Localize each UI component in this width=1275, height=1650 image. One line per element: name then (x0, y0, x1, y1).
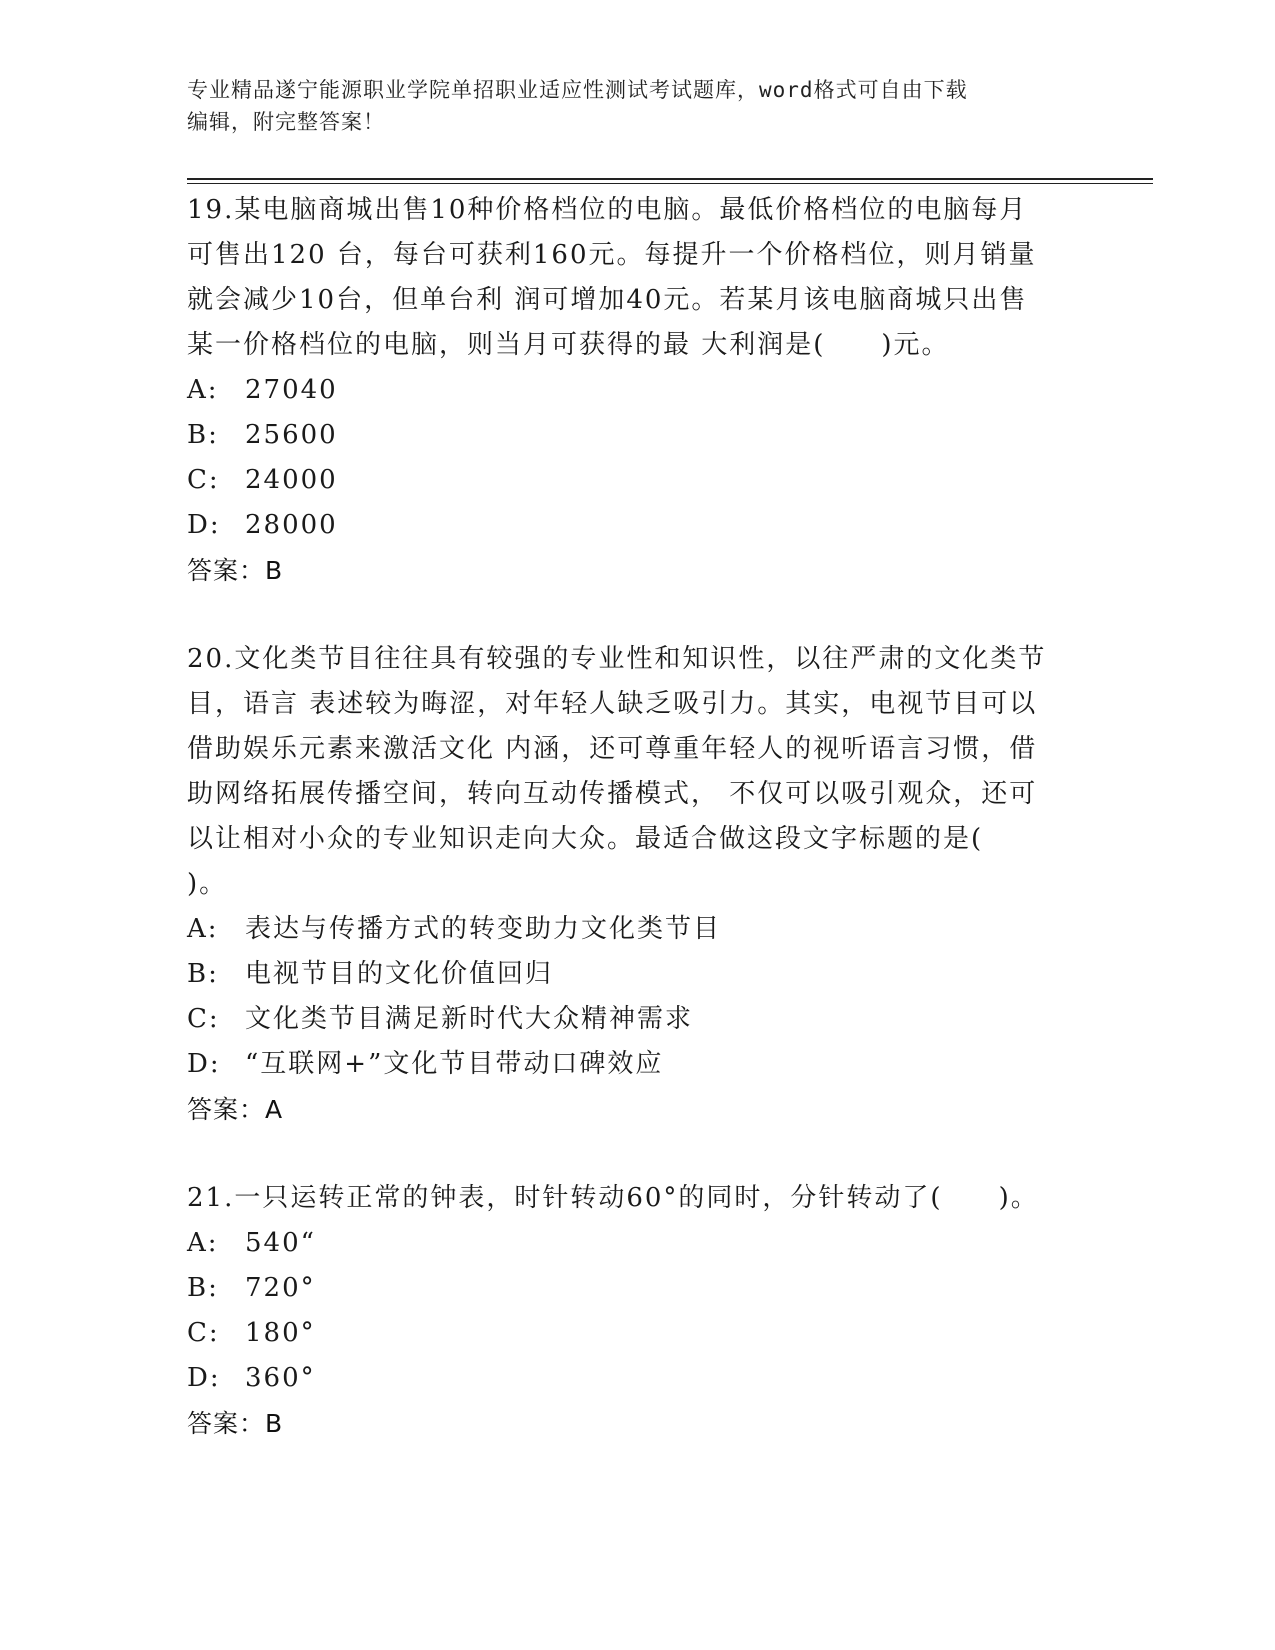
document-header (187, 74, 1067, 138)
header-line-2: 编辑，附完整答案！ (187, 110, 385, 134)
option-label: A: (187, 375, 219, 405)
option-b (187, 952, 1087, 997)
option-text: 24000 (245, 465, 338, 495)
option-b (187, 413, 1087, 458)
question-stem-line: 可售出120 台，每台可获利160元。每提升一个价格档位，则月销量 (187, 240, 1037, 270)
option-d (187, 503, 1087, 548)
option-label: A: (187, 914, 219, 944)
option-text: “互联网+”文化节目带动口碑效应 (245, 1049, 664, 1079)
question-stem-line: 助网络拓展传播空间，转向互动传播模式， 不仅可以吸引观众，还可 (187, 779, 1038, 809)
option-label: D: (187, 510, 221, 540)
option-c (187, 1311, 1087, 1356)
option-d (187, 1356, 1087, 1401)
answer-text: 答案：B (187, 1409, 284, 1438)
option-text: 720° (245, 1273, 316, 1303)
option-a (187, 907, 1087, 952)
option-text: 360° (245, 1363, 316, 1393)
question-stem-line: 就会减少10台，但单台利 润可增加40元。若某月该电脑商城只出售 (187, 285, 1028, 315)
option-text: 28000 (245, 510, 338, 540)
question-stem-line: 以让相对小众的专业知识走向大众。最适合做这段文字标题的是( (187, 824, 984, 854)
option-label: C: (187, 1318, 220, 1348)
option-label: C: (187, 465, 220, 495)
question-stem-line: 19.某电脑商城出售10种价格档位的电脑。最低价格档位的电脑每月 (187, 195, 1028, 225)
option-c (187, 997, 1087, 1042)
option-text: 27040 (245, 375, 338, 405)
question-stem-line: )。 (187, 869, 228, 899)
option-label: B: (187, 1273, 219, 1303)
question-stem-line: 目，语言 表述较为晦涩，对年轻人缺乏吸引力。其实，电视节目可以 (187, 689, 1038, 719)
option-text: 表达与传播方式的转变助力文化类节目 (245, 914, 722, 944)
option-c (187, 458, 1087, 503)
answer-text: 答案：B (187, 556, 284, 585)
option-d (187, 1042, 1087, 1087)
question-stem-line: 某一价格档位的电脑，则当月可获得的最 大利润是( )元。 (187, 330, 950, 360)
option-label: B: (187, 420, 219, 450)
option-label: B: (187, 959, 219, 989)
option-label: A: (187, 1228, 219, 1258)
answer-text: 答案：A (187, 1095, 284, 1124)
option-a (187, 368, 1087, 413)
option-label: D: (187, 1049, 221, 1079)
question-stem-line: 21.一只运转正常的钟表，时针转动60°的同时，分针转动了( )。 (187, 1183, 1039, 1213)
question-21 (187, 1176, 1087, 1447)
question-19 (187, 188, 1087, 594)
option-text: 540“ (245, 1228, 316, 1258)
option-label: C: (187, 1004, 220, 1034)
question-20 (187, 637, 1087, 1133)
header-divider-thin (187, 183, 1153, 184)
option-text: 180° (245, 1318, 316, 1348)
header-line-1: 专业精品遂宁能源职业学院单招职业适应性测试考试题库，word格式可自由下载 (187, 78, 968, 102)
header-divider-thick (187, 178, 1153, 180)
question-stem-line: 20.文化类节目往往具有较强的专业性和知识性，以往严肃的文化类节 (187, 644, 1047, 674)
question-stem-line: 借助娱乐元素来激活文化 内涵，还可尊重年轻人的视听语言习惯，借 (187, 734, 1038, 764)
option-text: 电视节目的文化价值回归 (245, 959, 554, 989)
option-text: 文化类节目满足新时代大众精神需求 (245, 1004, 694, 1034)
option-a (187, 1221, 1087, 1266)
option-text: 25600 (245, 420, 338, 450)
option-label: D: (187, 1363, 221, 1393)
option-b (187, 1266, 1087, 1311)
